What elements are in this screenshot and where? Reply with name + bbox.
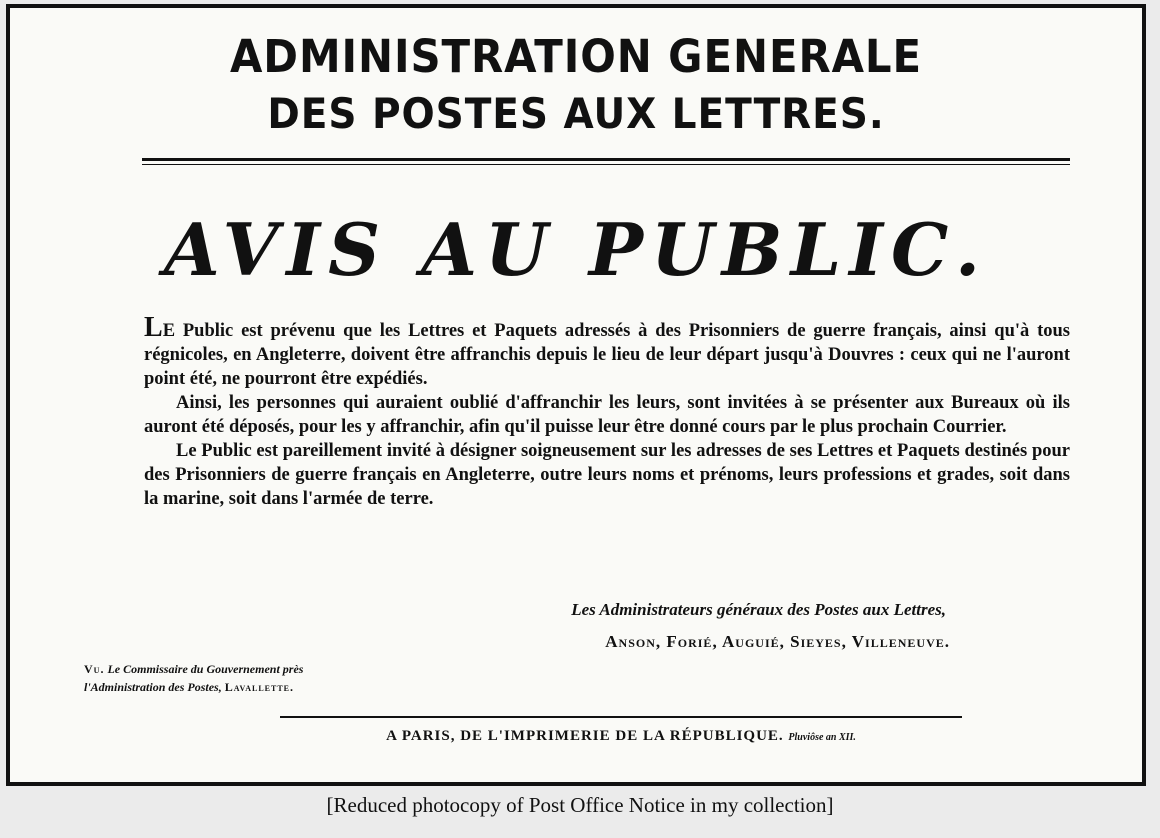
vu-endorsement: [84, 660, 303, 696]
photo-caption: [Reduced photocopy of Post Office Notice in my collection]: [326, 793, 834, 817]
vu-prefix: Vu.: [84, 662, 105, 676]
vu-line-2: l'Administration des Postes,: [84, 680, 222, 694]
paragraph-2: Ainsi, les personnes qui auraient oublié d'affranchir les leurs, sont invitées à se présenter aux Bureaux où ils auront été déposés, pour les y affranchir, afin qu'il puisse leur être donné cours par le plus prochain Courrier.: [144, 393, 1070, 437]
vu-name: Lavallette.: [224, 680, 294, 694]
imprint-rule: [280, 716, 962, 718]
paragraph-1: [144, 312, 1070, 391]
notice-sheet: [6, 4, 1146, 786]
notice-headline: AVIS AU PUBLIC.: [163, 207, 989, 292]
header-line-2: DES POSTES AUX LETTRES.: [267, 89, 885, 138]
imprint-date: Pluviôse an XII.: [788, 732, 856, 743]
notice-header: [10, 30, 1142, 138]
signature-block: [571, 600, 950, 652]
paragraph-1-text: E Public est prévenu que les Lettres et Paquets adressés à des Prisonniers de guerre français, ainsi qu'à tous régnicoles, en Angleterre, doivent être affranchis depuis le lieu de leur départ jusqu'à Douvres : ceux qui ne l'auront point été, ne pourront être expédiés.: [144, 321, 1070, 389]
imprint-line: [280, 728, 962, 745]
notice-body: [144, 312, 1070, 511]
imprint-main: A PARIS, DE L'IMPRIMERIE DE LA RÉPUBLIQUE.: [386, 728, 784, 744]
header-rule: [142, 158, 1070, 165]
signature-names: Anson, Forié, Auguié, Sieyes, Villeneuve.: [605, 632, 950, 651]
vu-line-1: Le Commissaire du Gouvernement près: [107, 662, 304, 676]
header-line-1: ADMINISTRATION GENERALE: [229, 30, 923, 83]
drop-cap: L: [144, 312, 163, 343]
signature-title: Les Administrateurs généraux des Postes aux Lettres,: [571, 600, 946, 619]
paragraph-3: Le Public est pareillement invité à désigner soigneusement sur les adresses de ses Lettres et Paquets destinés pour des Prisonniers de guerre français en Angleterre, outre leurs noms et prénoms, leurs professions et grades, soit dans la marine, soit dans l'armée de terre.: [144, 441, 1070, 509]
